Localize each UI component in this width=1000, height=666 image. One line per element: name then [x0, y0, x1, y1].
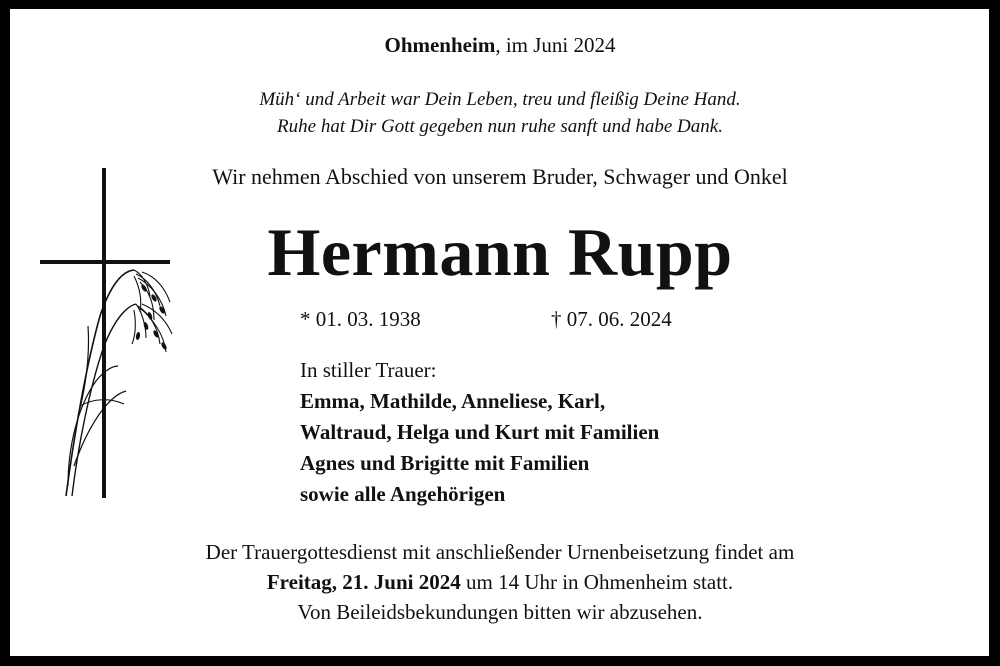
deceased-name: Hermann Rupp [267, 214, 733, 290]
service-date: Freitag, 21. Juni 2024 [266, 570, 461, 594]
mourners-block [300, 355, 659, 510]
verse-line-2: Ruhe hat Dir Gott gegeben nun ruhe sanft und habe Dank. [277, 116, 723, 137]
service-line-1: Der Trauergottesdienst mit anschließender Urnenbeisetzung findet am [205, 540, 795, 564]
service-line-3: Von Beileidsbekundungen bitten wir abzusehen. [297, 600, 703, 624]
death-date: † 07. 06. 2024 [551, 307, 672, 331]
service-line-2 [0, 567, 1000, 597]
farewell-line: Wir nehmen Abschied von unserem Bruder, Schwager und Onkel [212, 164, 788, 189]
verse [0, 86, 1000, 140]
birth-date: * 01. 03. 1938 [300, 307, 421, 331]
mourner-line: Waltraud, Helga und Kurt mit Familien [300, 420, 660, 444]
service-time-place: um 14 Uhr in Ohmenheim statt. [460, 570, 734, 594]
mourner-line: sowie alle Angehörigen [300, 482, 506, 506]
date-text: , im Juni 2024 [495, 33, 616, 57]
verse-line-1: Müh‘ und Arbeit war Dein Leben, treu und fleißig Deine Hand. [259, 89, 741, 110]
mourner-line: Agnes und Brigitte mit Familien [300, 451, 590, 475]
mourner-line: Emma, Mathilde, Anneliese, Karl, [300, 389, 606, 413]
mourning-intro: In stiller Trauer: [300, 358, 437, 382]
place-date-line [0, 33, 1000, 58]
place-name: Ohmenheim [384, 33, 496, 57]
service-info [0, 537, 1000, 627]
